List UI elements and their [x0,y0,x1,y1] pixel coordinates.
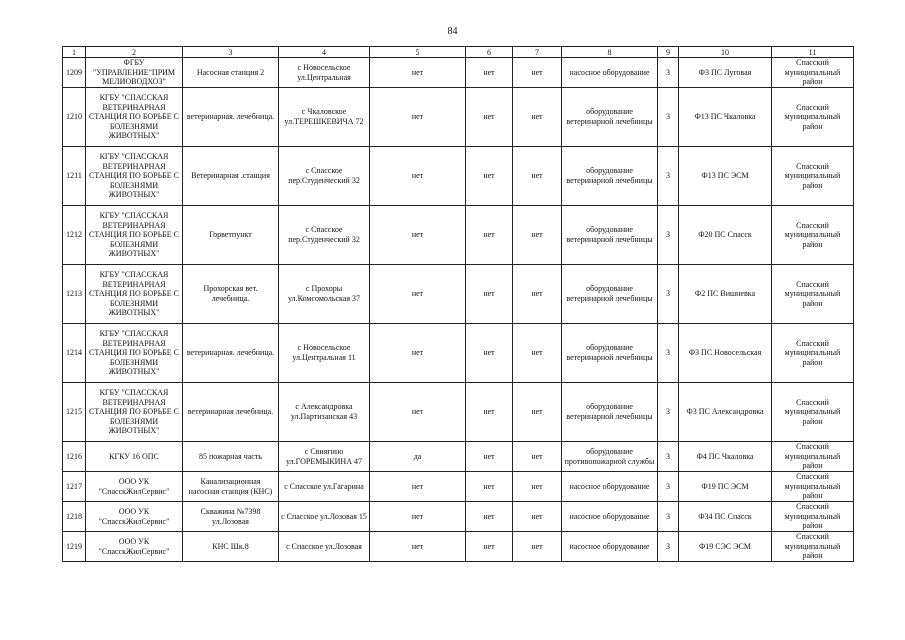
feeder-cell: Ф13 ПС Чкаловка [679,88,772,147]
district-cell: Спасский муниципальный район [772,472,854,502]
table-row [63,383,854,442]
object-cell: Прохорская вет. лечебница. [183,265,279,324]
col7-cell: нет [513,502,562,532]
table-row [63,58,854,88]
district-cell: Спасский муниципальный район [772,532,854,562]
col6-cell: нет [466,502,513,532]
object-cell: Канализационная насосная станция (КНС) [183,472,279,502]
table-row [63,265,854,324]
object-cell: Ветеринарная .станция [183,147,279,206]
row-number-cell: 1213 [63,265,86,324]
table-row [63,442,854,472]
col5-cell: нет [370,147,466,206]
address-cell: с Спасское пер.Студенческий 32 [279,206,370,265]
category-cell: 3 [658,442,679,472]
col7-cell: нет [513,265,562,324]
feeder-cell: Ф2 ПС Вишневка [679,265,772,324]
col6-cell: нет [466,147,513,206]
object-cell: ветеринарная. лечебница. [183,88,279,147]
col7-cell: нет [513,58,562,88]
equipment-cell: оборудование ветеринарной лечебницы [562,265,658,324]
organization-cell: КГБУ "СПАССКАЯ ВЕТЕРИНАРНАЯ СТАНЦИЯ ПО БОРЬБЕ С БОЛЕЗНЯМИ ЖИВОТНЫХ" [86,206,183,265]
address-cell: с Новосельское ул.Центральная 11 [279,324,370,383]
feeder-cell: Ф3 ПС Новосельская [679,324,772,383]
column-header: 7 [513,47,562,58]
district-cell: Спасский муниципальный район [772,502,854,532]
col5-cell: нет [370,383,466,442]
col6-cell: нет [466,472,513,502]
address-cell: с Спасское ул.Гагарина [279,472,370,502]
object-cell: ветеринарная лечебница. [183,383,279,442]
col7-cell: нет [513,383,562,442]
equipment-cell: насосное оборудование [562,472,658,502]
col7-cell: нет [513,88,562,147]
equipment-cell: оборудование ветеринарной лечебницы [562,206,658,265]
table-row [63,324,854,383]
col7-cell: нет [513,147,562,206]
district-cell: Спасский муниципальный район [772,442,854,472]
organization-cell: КГБУ "СПАССКАЯ ВЕТЕРИНАРНАЯ СТАНЦИЯ ПО БОРЬБЕ С БОЛЕЗНЯМИ ЖИВОТНЫХ" [86,265,183,324]
table-row [63,147,854,206]
row-number-cell: 1209 [63,58,86,88]
address-cell: с Спасское пер.Студенческий 32 [279,147,370,206]
district-cell: Спасский муниципальный район [772,206,854,265]
column-header: 3 [183,47,279,58]
feeder-cell: Ф3 ПС Луговая [679,58,772,88]
category-cell: 3 [658,472,679,502]
col6-cell: нет [466,265,513,324]
column-header: 8 [562,47,658,58]
address-cell: с Александровка ул.Партизанская 43 [279,383,370,442]
category-cell: 3 [658,265,679,324]
col7-cell: нет [513,324,562,383]
feeder-cell: Ф20 ПС Спасск [679,206,772,265]
district-cell: Спасский муниципальный район [772,147,854,206]
organization-cell: КГБУ "СПАССКАЯ ВЕТЕРИНАРНАЯ СТАНЦИЯ ПО БОРЬБЕ С БОЛЕЗНЯМИ ЖИВОТНЫХ" [86,88,183,147]
col6-cell: нет [466,58,513,88]
table-row [63,532,854,562]
table-row [63,502,854,532]
organization-cell: ФГБУ "УПРАВЛЕНИЕ"ПРИМ МЕЛИОВОДХОЗ" [86,58,183,88]
table-row [63,472,854,502]
category-cell: 3 [658,532,679,562]
equipment-cell: насосное оборудование [562,58,658,88]
col5-cell: да [370,442,466,472]
row-number-cell: 1219 [63,532,86,562]
column-header: 1 [63,47,86,58]
column-header: 11 [772,47,854,58]
col7-cell: нет [513,206,562,265]
object-cell: Скважина №7398 ул.Лозовая [183,502,279,532]
page-number: 84 [447,26,458,37]
category-cell: 3 [658,324,679,383]
col7-cell: нет [513,442,562,472]
feeder-cell: Ф13 ПС ЭСМ [679,147,772,206]
category-cell: 3 [658,88,679,147]
equipment-cell: оборудование ветеринарной лечебницы [562,383,658,442]
row-number-cell: 1212 [63,206,86,265]
col6-cell: нет [466,442,513,472]
col5-cell: нет [370,206,466,265]
equipment-cell: насосное оборудование [562,532,658,562]
col7-cell: нет [513,532,562,562]
organization-cell: КГБУ "СПАССКАЯ ВЕТЕРИНАРНАЯ СТАНЦИЯ ПО БОРЬБЕ С БОЛЕЗНЯМИ ЖИВОТНЫХ" [86,383,183,442]
table-row [63,206,854,265]
col5-cell: нет [370,265,466,324]
col6-cell: нет [466,206,513,265]
col5-cell: нет [370,324,466,383]
organization-cell: ООО УК "СпасскЖилСервис" [86,502,183,532]
district-cell: Спасский муниципальный район [772,88,854,147]
col5-cell: нет [370,532,466,562]
registry-table [62,46,854,562]
district-cell: Спасский муниципальный район [772,265,854,324]
table-row [63,88,854,147]
feeder-cell: Ф3 ПС Александровка [679,383,772,442]
object-cell: ветеринарная. лечебница. [183,324,279,383]
col6-cell: нет [466,88,513,147]
col5-cell: нет [370,58,466,88]
column-header: 2 [86,47,183,58]
row-number-cell: 1216 [63,442,86,472]
organization-cell: КГБУ "СПАССКАЯ ВЕТЕРИНАРНАЯ СТАНЦИЯ ПО БОРЬБЕ С БОЛЕЗНЯМИ ЖИВОТНЫХ" [86,324,183,383]
row-number-cell: 1210 [63,88,86,147]
row-number-cell: 1218 [63,502,86,532]
object-cell: Насосная станция 2 [183,58,279,88]
equipment-cell: оборудование противопожарной службы [562,442,658,472]
header-row [63,47,854,58]
address-cell: с Спасское ул.Лозовая [279,532,370,562]
equipment-cell: оборудование ветеринарной лечебницы [562,88,658,147]
category-cell: 3 [658,58,679,88]
column-header: 6 [466,47,513,58]
feeder-cell: Ф19 ПС ЭСМ [679,472,772,502]
address-cell: с Чкаловское ул.ТЕРЕШКЕВИЧА 72 [279,88,370,147]
category-cell: 3 [658,383,679,442]
equipment-cell: насосное оборудование [562,502,658,532]
category-cell: 3 [658,206,679,265]
col6-cell: нет [466,532,513,562]
column-header: 9 [658,47,679,58]
col5-cell: нет [370,502,466,532]
district-cell: Спасский муниципальный район [772,383,854,442]
address-cell: с Свиягино ул.ГОРЕМЫКИНА 47 [279,442,370,472]
feeder-cell: Ф34 ПС Спасск [679,502,772,532]
organization-cell: КГКУ 16 ОПС [86,442,183,472]
feeder-cell: Ф19 СЭС ЭСМ [679,532,772,562]
row-number-cell: 1217 [63,472,86,502]
equipment-cell: оборудование ветеринарной лечебницы [562,147,658,206]
object-cell: КНС Шк.8 [183,532,279,562]
column-header: 5 [370,47,466,58]
category-cell: 3 [658,502,679,532]
address-cell: с Новосельское ул.Центральная [279,58,370,88]
column-header: 4 [279,47,370,58]
address-cell: с Прохоры ул.Комсомольская 37 [279,265,370,324]
organization-cell: ООО УК "СпасскЖилСервис" [86,532,183,562]
district-cell: Спасский муниципальный район [772,58,854,88]
organization-cell: ООО УК "СпасскЖилСервис" [86,472,183,502]
col6-cell: нет [466,383,513,442]
organization-cell: КГБУ "СПАССКАЯ ВЕТЕРИНАРНАЯ СТАНЦИЯ ПО БОРЬБЕ С БОЛЕЗНЯМИ ЖИВОТНЫХ" [86,147,183,206]
object-cell: 85 пожарная часть [183,442,279,472]
address-cell: с Спасское ул.Лозовая 15 [279,502,370,532]
col7-cell: нет [513,472,562,502]
object-cell: Горветпункт [183,206,279,265]
column-header: 10 [679,47,772,58]
category-cell: 3 [658,147,679,206]
row-number-cell: 1215 [63,383,86,442]
equipment-cell: оборудование ветеринарной лечебницы [562,324,658,383]
col5-cell: нет [370,472,466,502]
row-number-cell: 1214 [63,324,86,383]
district-cell: Спасский муниципальный район [772,324,854,383]
feeder-cell: Ф4 ПС Чкаловка [679,442,772,472]
row-number-cell: 1211 [63,147,86,206]
col6-cell: нет [466,324,513,383]
col5-cell: нет [370,88,466,147]
